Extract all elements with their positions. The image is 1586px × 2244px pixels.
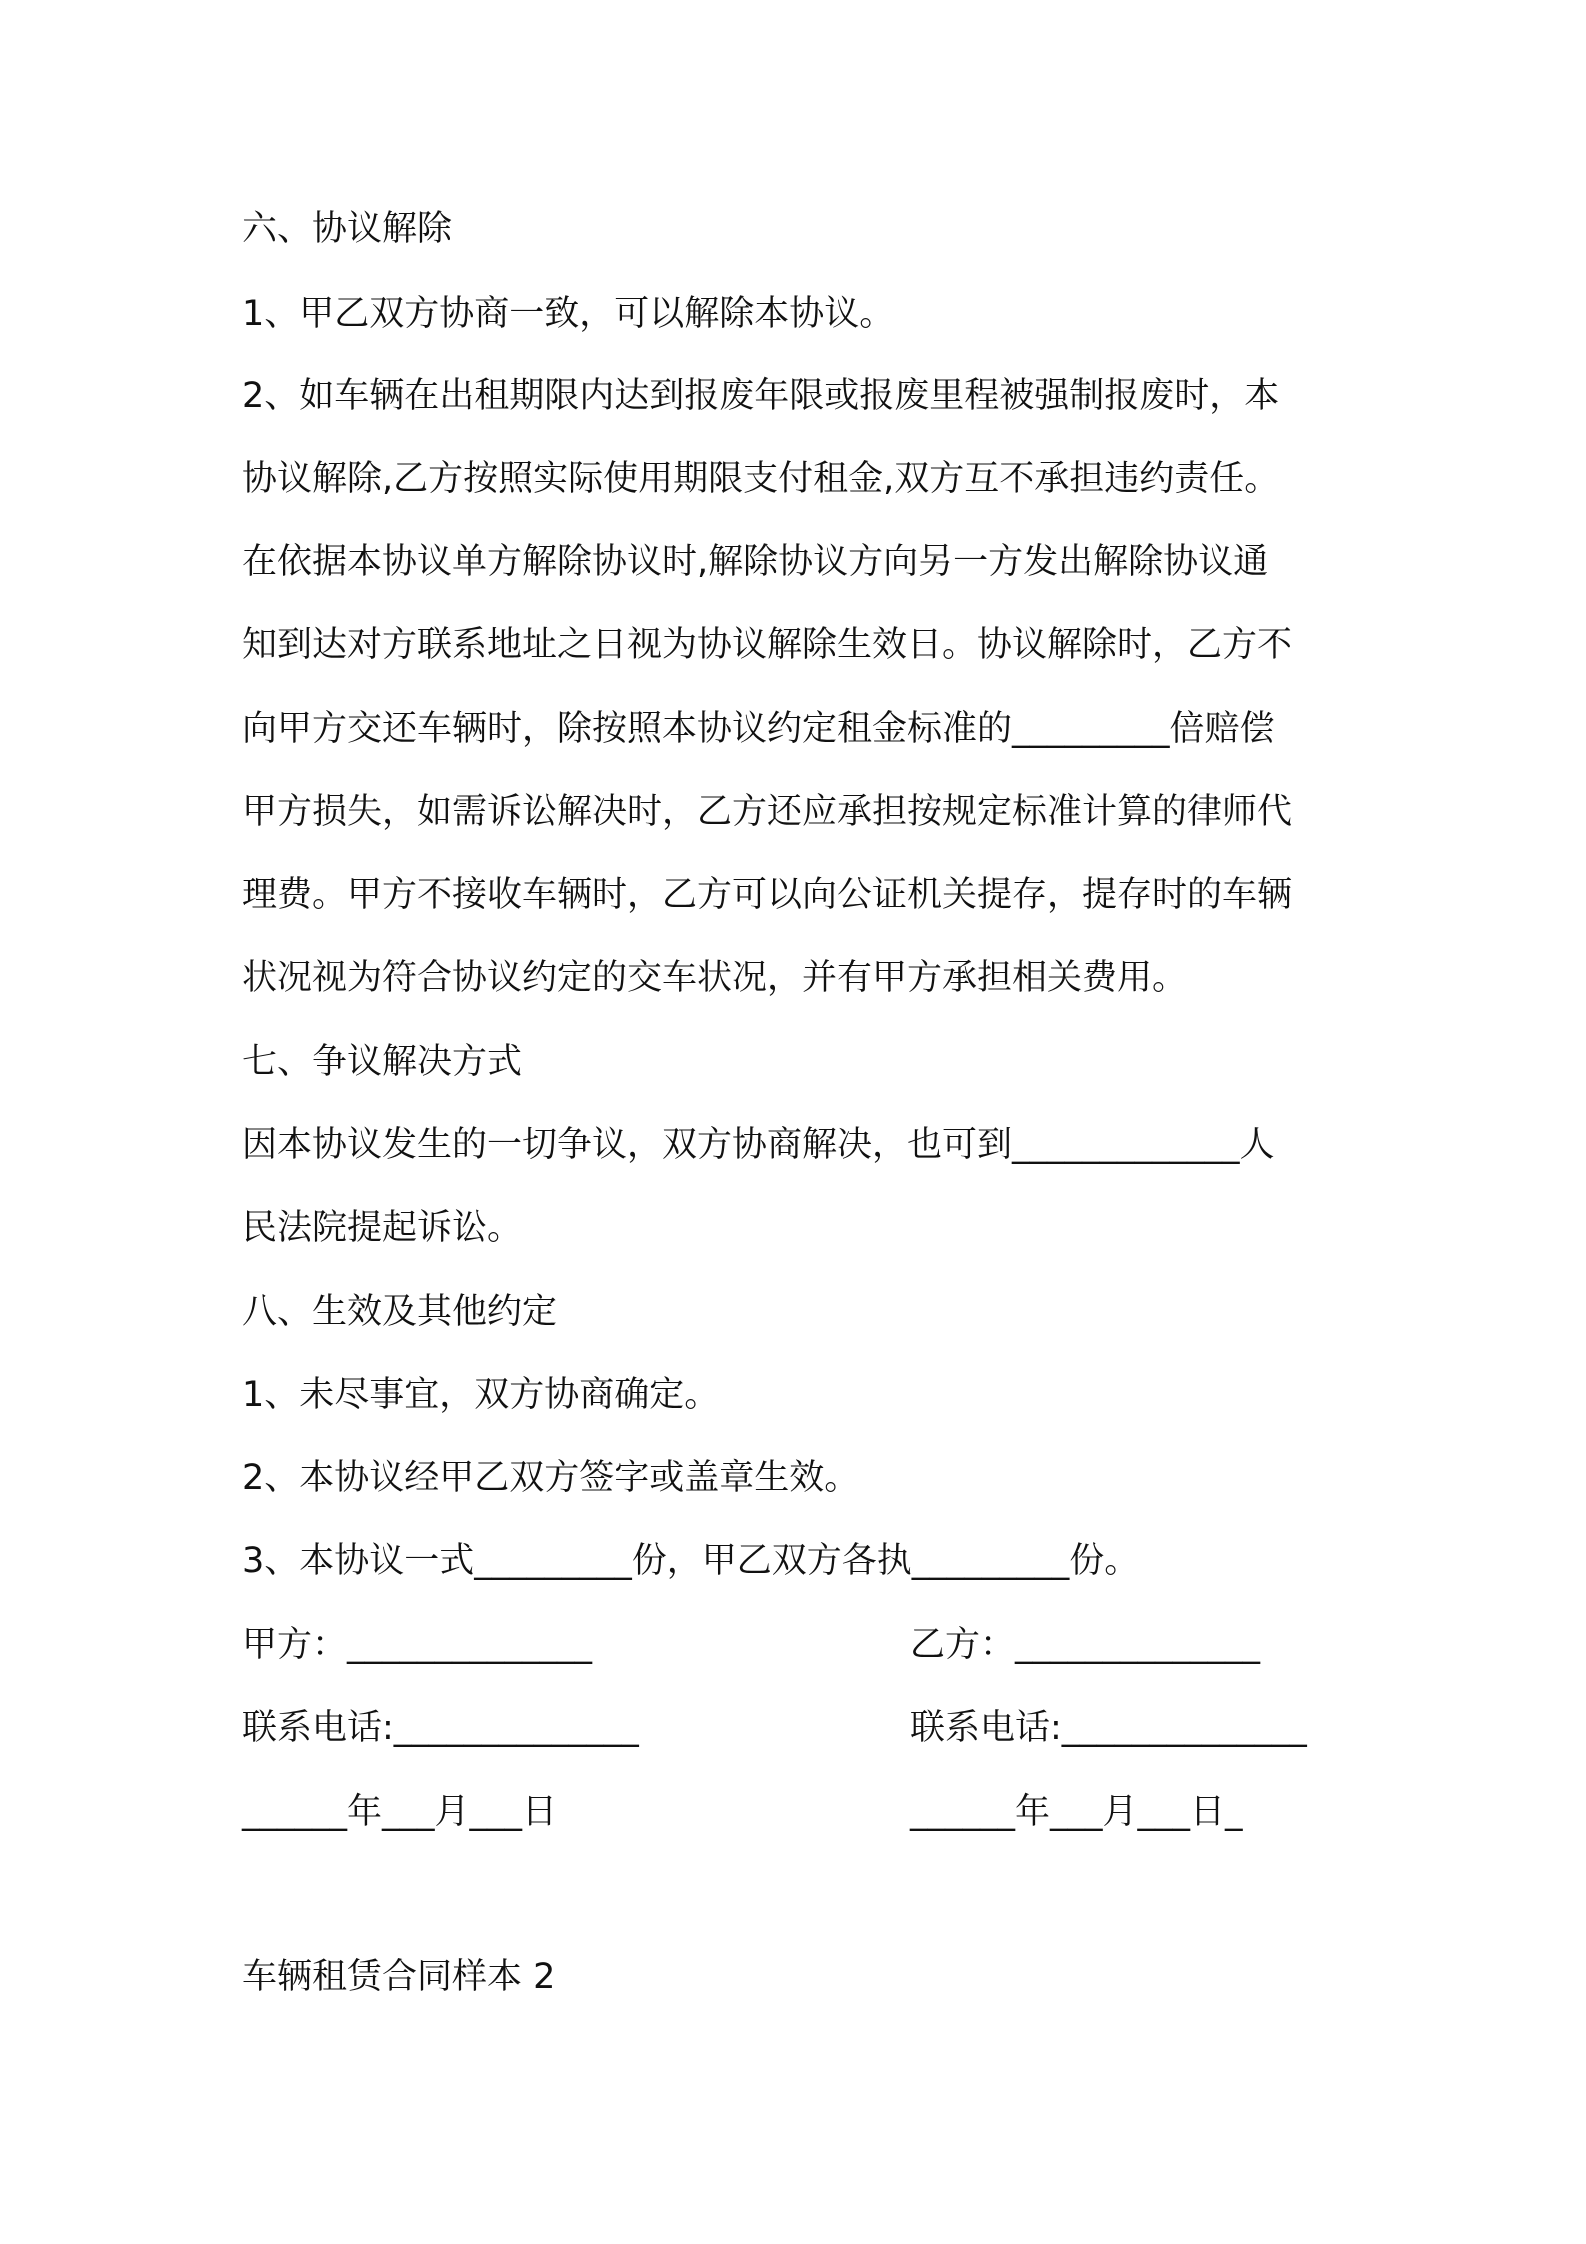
party-b-phone: 联系电话:______________ xyxy=(910,1708,1307,1748)
section-6-item-2-line: 知到达对方联系地址之日视为协议解除生效日。协议解除时，乙方不 xyxy=(242,625,1293,665)
section-6-item-2-line: 在依据本协议单方解除协议时,解除协议方向另一方发出解除协议通 xyxy=(242,542,1269,582)
section-6-item-2-line: 向甲方交还车辆时，除按照本协议约定租金标准的_________倍赔偿 xyxy=(242,709,1275,749)
section-8-item-3: 3、本协议一式_________份，甲乙双方各执_________份。 xyxy=(242,1541,1140,1581)
section-6-item-2-line: 协议解除,乙方按照实际使用期限支付租金,双方互不承担违约责任。 xyxy=(242,459,1280,499)
section-6-item-2-line: 状况视为符合协议约定的交车状况，并有甲方承担相关费用。 xyxy=(242,958,1188,998)
party-a-phone: 联系电话:______________ xyxy=(242,1708,639,1748)
section-6-item-2-line: 理费。甲方不接收车辆时，乙方可以向公证机关提存，提存时的车辆 xyxy=(242,875,1293,915)
section-6-item-2-line: 2、如车辆在出租期限内达到报废年限或报废里程被强制报废时，本 xyxy=(242,376,1280,416)
section-8-heading: 八、生效及其他约定 xyxy=(242,1292,558,1332)
party-b-date: ______年___月___日_ xyxy=(910,1792,1243,1832)
section-6-item-1: 1、甲乙双方协商一致，可以解除本协议。 xyxy=(242,294,895,334)
party-b-signature: 乙方：______________ xyxy=(910,1625,1261,1665)
section-7-heading: 七、争议解决方式 xyxy=(242,1042,523,1082)
section-7-line: 民法院提起诉讼。 xyxy=(242,1208,523,1248)
section-6-item-2-line: 甲方损失，如需诉讼解决时，乙方还应承担按规定标准计算的律师代 xyxy=(242,792,1293,832)
section-6-heading: 六、协议解除 xyxy=(242,209,453,249)
party-a-date: ______年___月___日 xyxy=(242,1792,558,1832)
section-7-line: 因本协议发生的一切争议，双方协商解决，也可到_____________人 xyxy=(242,1125,1275,1165)
party-a-signature: 甲方：______________ xyxy=(242,1625,593,1665)
next-contract-title: 车辆租赁合同样本 2 xyxy=(242,1957,556,1997)
section-8-item-2: 2、本协议经甲乙双方签字或盖章生效。 xyxy=(242,1458,860,1498)
section-8-item-1: 1、未尽事宜，双方协商确定。 xyxy=(242,1375,720,1415)
